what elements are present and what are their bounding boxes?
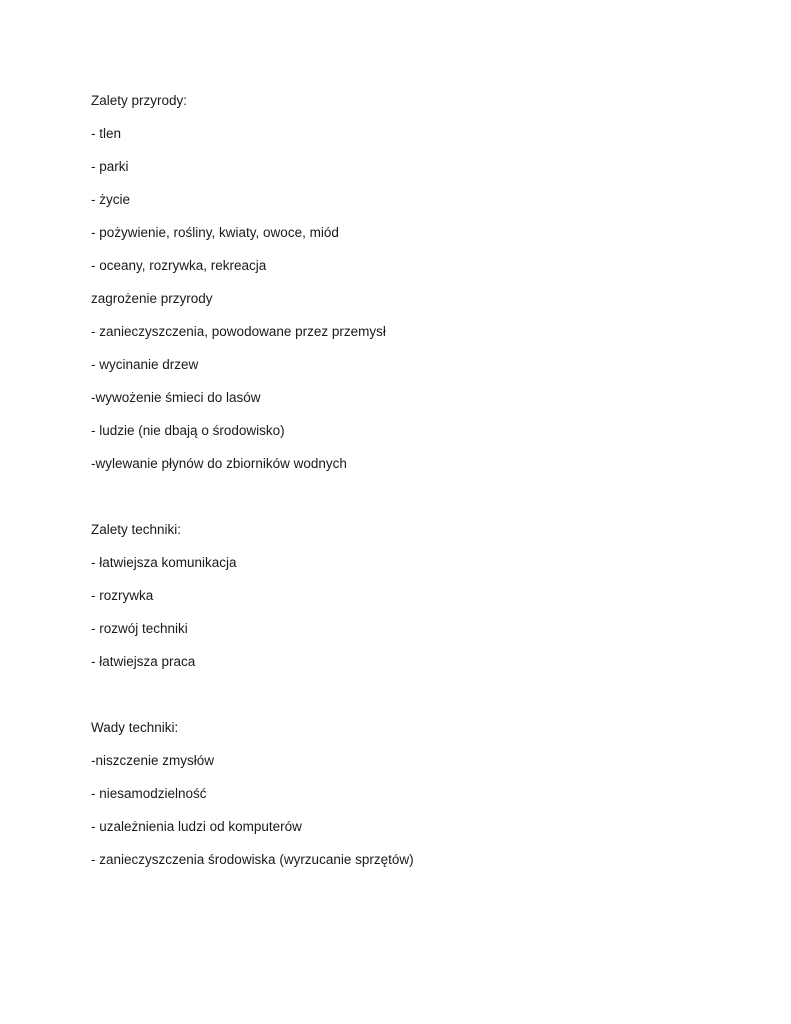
list-item: -wywożenie śmieci do lasów: [91, 390, 261, 405]
list-item: - pożywienie, rośliny, kwiaty, owoce, miód: [91, 225, 339, 240]
heading-zalety-techniki: Zalety techniki:: [91, 522, 182, 537]
heading-zalety-przyrody: Zalety przyrody:: [91, 93, 188, 108]
list-item: - oceany, rozrywka, rekreacja: [91, 258, 267, 273]
heading-wady-techniki: Wady techniki:: [91, 720, 179, 735]
heading-zagrozenie-przyrody: zagrożenie przyrody: [91, 291, 213, 306]
list-item: - uzależnienia ludzi od komputerów: [91, 819, 302, 834]
blank-line: [91, 684, 711, 717]
list-item: -wylewanie płynów do zbiorników wodnych: [91, 456, 347, 471]
list-item: - niesamodzielność: [91, 786, 207, 801]
list-item: - zanieczyszczenia środowiska (wyrzucanie sprzętów): [91, 852, 414, 867]
list-item: - łatwiejsza komunikacja: [91, 555, 237, 570]
list-item: - parki: [91, 159, 129, 174]
list-item: - zanieczyszczenia, powodowane przez przemysł: [91, 324, 386, 339]
blank-line: [91, 486, 711, 519]
document-body: [91, 90, 711, 882]
list-item: -niszczenie zmysłów: [91, 753, 215, 768]
list-item: - rozwój techniki: [91, 621, 188, 636]
list-item: - tlen: [91, 126, 122, 141]
list-item: - ludzie (nie dbają o środowisko): [91, 423, 285, 438]
list-item: - życie: [91, 192, 131, 207]
list-item: - łatwiejsza praca: [91, 654, 196, 669]
list-item: - wycinanie drzew: [91, 357, 199, 372]
list-item: - rozrywka: [91, 588, 154, 603]
